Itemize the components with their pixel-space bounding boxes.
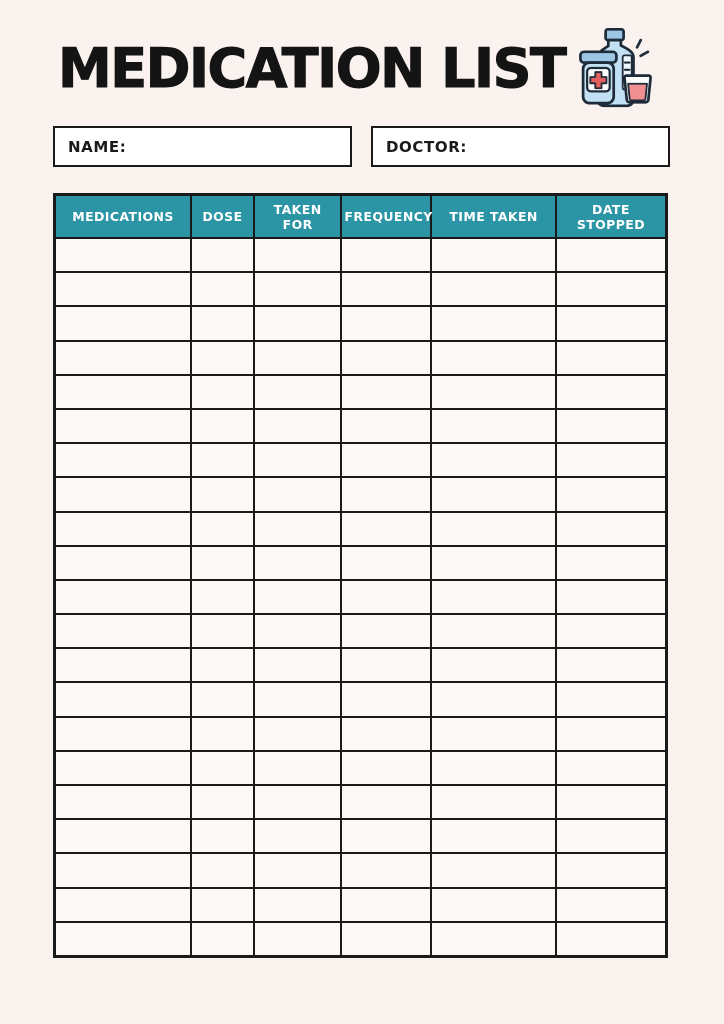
header-row [55,195,667,239]
table-row [55,682,667,716]
table-cell[interactable] [341,614,431,648]
table-cell[interactable] [55,717,192,751]
table-cell[interactable] [431,648,556,682]
table-cell[interactable] [556,272,667,306]
table-cell[interactable] [55,375,192,409]
table-cell[interactable] [431,375,556,409]
name-label: NAME: [68,137,127,156]
table-cell[interactable] [191,648,254,682]
column-header-medications: MEDICATIONS [55,195,192,239]
table-row [55,512,667,546]
table-cell[interactable] [556,682,667,716]
table-cell[interactable] [431,614,556,648]
column-header-time-taken: TIME TAKEN [431,195,556,239]
table-cell[interactable] [341,512,431,546]
table-row [55,341,667,375]
table-cell[interactable] [341,853,431,887]
table-cell[interactable] [254,546,342,580]
table-cell[interactable] [191,751,254,785]
table-cell[interactable] [431,443,556,477]
table-row [55,477,667,511]
table-cell[interactable] [191,409,254,443]
table-cell[interactable] [55,272,192,306]
table-cell[interactable] [341,272,431,306]
table-cell[interactable] [341,306,431,340]
table-cell[interactable] [191,306,254,340]
table-cell[interactable] [431,819,556,853]
table-cell[interactable] [55,409,192,443]
table-cell[interactable] [191,546,254,580]
table-cell[interactable] [431,682,556,716]
table-cell[interactable] [254,477,342,511]
table-cell[interactable] [55,614,192,648]
table-cell[interactable] [191,853,254,887]
table-cell[interactable] [254,238,342,272]
table-cell[interactable] [191,888,254,922]
bottle-cap [606,29,624,40]
table-row [55,375,667,409]
table-cell[interactable] [341,477,431,511]
table-cell[interactable] [556,443,667,477]
cup-liquid [628,84,647,101]
table-cell[interactable] [431,580,556,614]
table-row [55,853,667,887]
table-cell[interactable] [55,306,192,340]
table-cell[interactable] [254,751,342,785]
table-cell[interactable] [341,409,431,443]
table-cell[interactable] [556,819,667,853]
table-cell[interactable] [556,648,667,682]
table-row [55,785,667,819]
table-row [55,238,667,272]
table-cell[interactable] [431,853,556,887]
table-row [55,922,667,957]
table-cell[interactable] [191,819,254,853]
doctor-label: DOCTOR: [386,137,467,156]
table-cell[interactable] [341,238,431,272]
table-cell[interactable] [191,580,254,614]
table-cell[interactable] [254,580,342,614]
table-cell[interactable] [254,785,342,819]
table-cell[interactable] [341,819,431,853]
table-cell[interactable] [556,375,667,409]
table-row [55,443,667,477]
table-cell[interactable] [341,785,431,819]
table-cell[interactable] [341,922,431,957]
table-cell[interactable] [254,922,342,957]
table-cell[interactable] [341,717,431,751]
title-row [0,0,724,114]
pill-bottle-cap [581,52,617,63]
table-cell[interactable] [431,717,556,751]
table-cell[interactable] [254,717,342,751]
table-cell[interactable] [55,853,192,887]
column-header-taken-for: TAKEN FOR [254,195,342,239]
table-row [55,819,667,853]
table-cell[interactable] [556,853,667,887]
table-cell[interactable] [191,443,254,477]
table-cell[interactable] [556,751,667,785]
table-cell[interactable] [341,443,431,477]
table-cell[interactable] [431,785,556,819]
table-row [55,580,667,614]
table-cell[interactable] [556,341,667,375]
table-cell[interactable] [431,272,556,306]
table-cell[interactable] [431,341,556,375]
table-cell[interactable] [556,409,667,443]
table-row [55,614,667,648]
table-cell[interactable] [341,888,431,922]
table-cell[interactable] [254,375,342,409]
table-cell[interactable] [191,238,254,272]
fields-row [53,126,670,167]
table-body [55,238,667,956]
table-cell[interactable] [55,785,192,819]
table-cell[interactable] [556,785,667,819]
table-cell[interactable] [55,477,192,511]
table-cell[interactable] [431,751,556,785]
table-cell[interactable] [341,751,431,785]
table-wrap [53,193,670,958]
table-cell[interactable] [191,717,254,751]
table-cell[interactable] [431,409,556,443]
doctor-field[interactable] [371,126,670,167]
table-cell[interactable] [191,341,254,375]
table-cell[interactable] [341,375,431,409]
table-cell[interactable] [191,477,254,511]
table-cell[interactable] [55,238,192,272]
table-row [55,272,667,306]
table-cell[interactable] [254,853,342,887]
table-cell[interactable] [254,409,342,443]
table-cell[interactable] [341,546,431,580]
table-cell[interactable] [341,580,431,614]
table-cell[interactable] [556,614,667,648]
table-cell[interactable] [431,546,556,580]
table-cell[interactable] [556,238,667,272]
table-cell[interactable] [55,922,192,957]
table-row [55,409,667,443]
table-cell[interactable] [254,819,342,853]
table-cell[interactable] [191,375,254,409]
table-cell[interactable] [341,341,431,375]
table-cell[interactable] [254,682,342,716]
table-row [55,751,667,785]
column-header-dose: DOSE [191,195,254,239]
table-cell[interactable] [556,922,667,957]
table-cell[interactable] [431,888,556,922]
table-row [55,648,667,682]
table-cell[interactable] [254,648,342,682]
table-cell[interactable] [191,614,254,648]
column-header-date-stopped: DATE STOPPED [556,195,667,239]
table-cell[interactable] [55,819,192,853]
table-cell[interactable] [55,341,192,375]
table-cell[interactable] [191,272,254,306]
table-cell[interactable] [55,682,192,716]
table-cell[interactable] [254,306,342,340]
table-row [55,546,667,580]
table-cell[interactable] [55,888,192,922]
table-cell[interactable] [431,306,556,340]
table-cell[interactable] [254,512,342,546]
table-cell[interactable] [556,717,667,751]
table-cell[interactable] [254,341,342,375]
table-cell[interactable] [556,888,667,922]
table-cell[interactable] [556,306,667,340]
sparkle-lines [637,40,648,56]
table-cell[interactable] [431,512,556,546]
table-cell[interactable] [254,443,342,477]
table-cell[interactable] [55,443,192,477]
table-cell[interactable] [431,477,556,511]
table-cell[interactable] [191,512,254,546]
medication-table [53,193,668,958]
table-cell[interactable] [55,648,192,682]
table-cell[interactable] [254,888,342,922]
table-header [55,195,667,239]
table-cell[interactable] [431,922,556,957]
medicine-bottles-icon [575,23,665,113]
column-header-frequency: FREQUENCY [341,195,431,239]
table-cell[interactable] [191,922,254,957]
table-cell[interactable] [254,614,342,648]
table-cell[interactable] [431,238,556,272]
table-cell[interactable] [556,580,667,614]
table-cell[interactable] [55,546,192,580]
table-row [55,717,667,751]
name-field[interactable] [53,126,352,167]
table-cell[interactable] [55,751,192,785]
table-cell[interactable] [556,546,667,580]
table-cell[interactable] [341,682,431,716]
table-cell[interactable] [556,512,667,546]
table-cell[interactable] [191,785,254,819]
table-row [55,888,667,922]
table-cell[interactable] [556,477,667,511]
table-cell[interactable] [191,682,254,716]
table-cell[interactable] [55,580,192,614]
page-title: MEDICATION LIST [58,36,566,100]
table-row [55,306,667,340]
table-cell[interactable] [254,272,342,306]
table-cell[interactable] [341,648,431,682]
table-cell[interactable] [55,512,192,546]
